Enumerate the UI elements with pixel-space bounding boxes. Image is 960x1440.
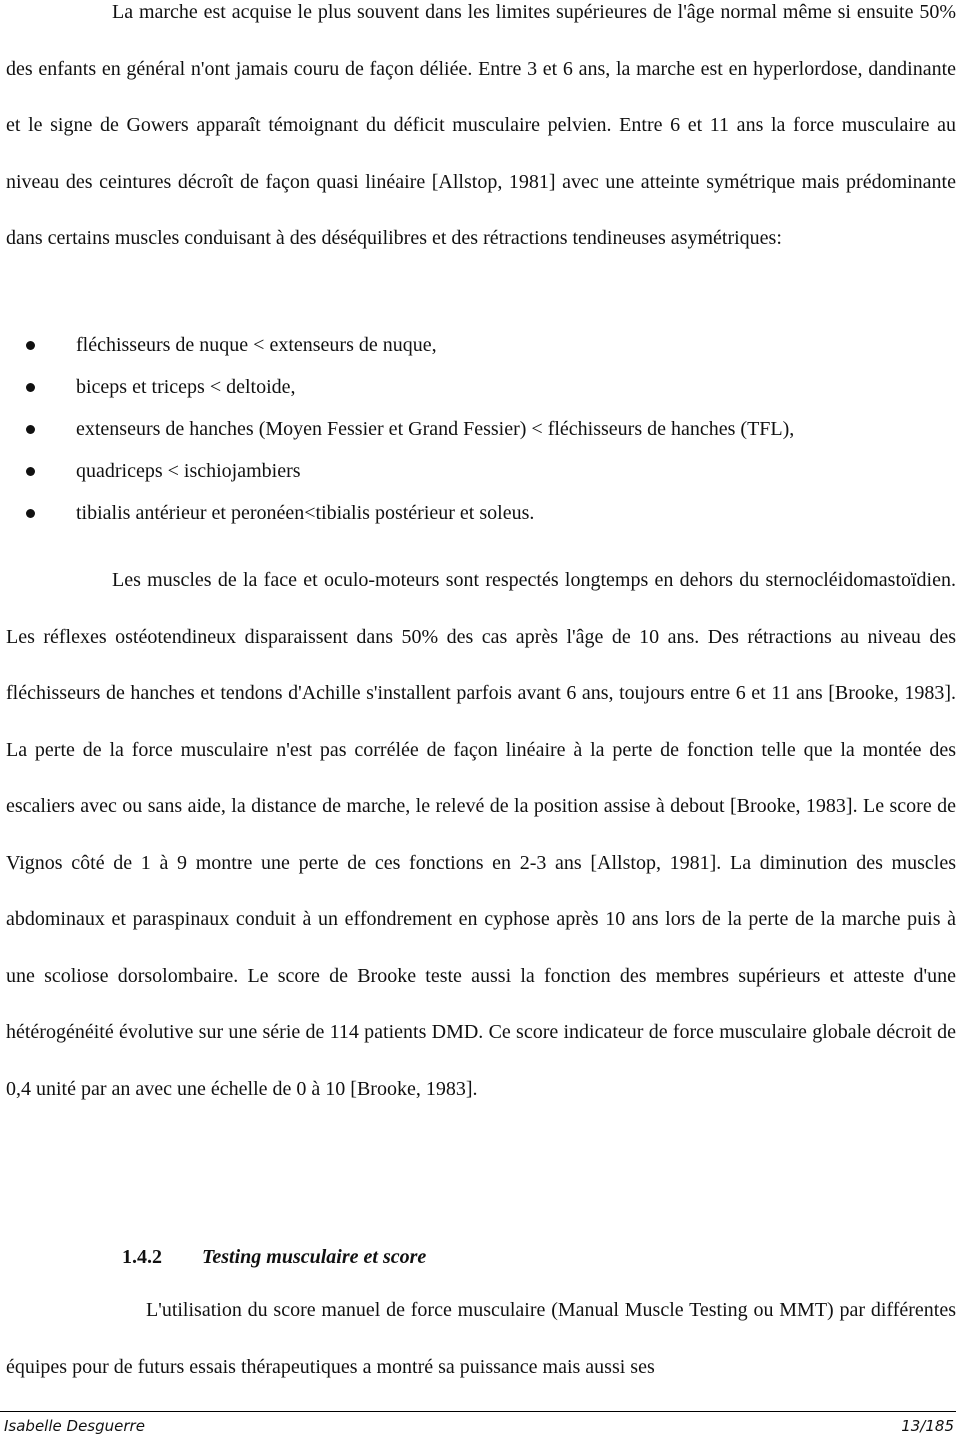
- list-item-text: quadriceps < ischiojambiers: [76, 460, 301, 482]
- page-footer: [0, 1411, 956, 1440]
- muscle-imbalance-list: [0, 324, 960, 534]
- list-item-text: extenseurs de hanches (Moyen Fessier et Grand Fessier) < fléchisseurs de hanches (TFL),: [76, 418, 795, 440]
- paragraph-clinical-progression: Les muscles de la face et oculo-moteurs sont respectés longtemps en dehors du sternocléidomastoïdien. Les réflexes ostéotendineux disparaissent dans 50% des cas après l'âge de 10 ans. Des rétractions au niveau des fléchisseurs de hanches et tendons d'Achille s'installent parfois avant 6 ans, toujours entre 6 et 11 ans [Brooke, 1983]. La perte de la force musculaire n'est pas corrélée de façon linéaire à la perte de fonction telle que la montée des escaliers avec ou sans aide, la distance de marche, le relevé de la position assise à debout [Brooke, 1983]. Le score de Vignos côté de 1 à 9 montre une perte de ces fonctions en 2-3 ans [Allstop, 1981]. La diminution des muscles abdominaux et paraspinaux conduit à un effondrement en cyphose après 10 ans lors de la perte de la marche puis à une scoliose dorsolombaire. Le score de Brooke teste aussi la fonction des membres supérieurs et atteste d'une hétérogénéité évolutive sur une série de 114 patients DMD. Ce score indicateur de force musculaire globale décroit de 0,4 unité par an avec une échelle de 0 à 10 [Brooke, 1983].: [6, 569, 956, 1100]
- bullet-icon: [26, 425, 35, 434]
- bullet-icon: [26, 341, 35, 350]
- list-item: [0, 492, 960, 534]
- bullet-icon: [26, 467, 35, 476]
- list-item: [0, 324, 960, 366]
- paragraph-gait-evolution: La marche est acquise le plus souvent dans les limites supérieures de l'âge normal même si ensuite 50% des enfants en général n'ont jamais couru de façon déliée. Entre 3 et 6 ans, la marche est en hyperlordose, dandinante et le signe de Gowers apparaît témoignant du déficit musculaire pelvien. Entre 6 et 11 ans la force musculaire au niveau des ceintures décroît de façon quasi linéaire [Allstop, 1981] avec une atteinte symétrique mais prédominante dans certains muscles conduisant à des déséquilibres et des rétractions tendineuses asymétriques:: [6, 1, 956, 249]
- page-number: 13/185: [901, 1417, 954, 1435]
- paragraph-mmt: L'utilisation du score manuel de force musculaire (Manual Muscle Testing ou MMT) par différentes équipes pour de futurs essais thérapeutiques a montré sa puissance mais aussi ses: [6, 1299, 956, 1378]
- section-number: 1.4.2: [122, 1246, 162, 1268]
- section-title: Testing musculaire et score: [202, 1246, 427, 1268]
- list-item-text: fléchisseurs de nuque < extenseurs de nuque,: [76, 334, 437, 356]
- list-item: [0, 408, 960, 450]
- section-heading: [122, 1237, 426, 1277]
- list-item: [0, 450, 960, 492]
- bullet-icon: [26, 383, 35, 392]
- list-item-text: biceps et triceps < deltoide,: [76, 376, 296, 398]
- footer-author: Isabelle Desguerre: [4, 1417, 145, 1435]
- bullet-icon: [26, 509, 35, 518]
- list-item-text: tibialis antérieur et peronéen<tibialis postérieur et soleus.: [76, 502, 535, 524]
- list-item: [0, 366, 960, 408]
